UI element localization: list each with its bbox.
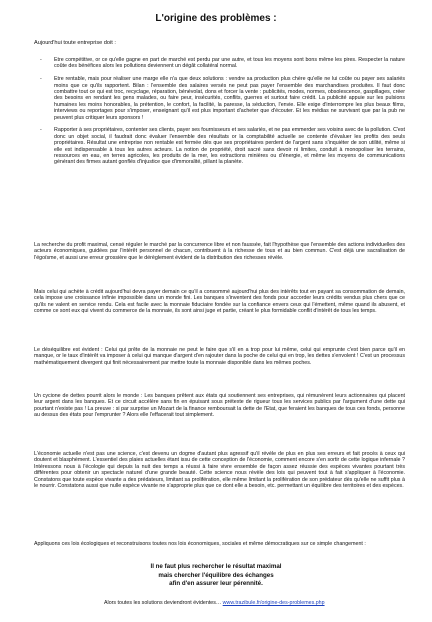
paragraph-debt-cycle: Un cycione de dettes pourrit alors le monde : Les banques prêtent aux états qui soutiennent ses entreprises, qui rémunèrent leurs actionnaires qui placent leur argent dans les banques. Et ce circuit accélère sans fin en épuisant sous prétexte de rigueur tous les services publics par l'argument d'une dette qui pourtant n'existe pas ! La preuve : si par surprise un Mozart de la finance remboursait la dette de l'Etat, que feraient les banques de tous ces fonds, personne au dessus des états pour l'emprunter ? Alors elle l'effacerait tout simplement. [34,393,405,419]
bullet-item-profitable [40,76,405,121]
bullet-dash: - [40,76,42,83]
paragraph-profit: La recherche du profit maximal, censé réguler le marché par la concurrence libre et non faussée, fait l'hypothèse que l'ensemble des actions individuelles des acteurs économiques, guidées par l'intérêt personnel de chacun, contribuent à la richesse de tous et au bien commun. C'est déjà une sacralisation de l'égoïsme, et aussi une erreur grossière que le dérèglement évident de la distribution des richesses révèle. [34,242,405,261]
intro-text: Aujourd'hui toute entreprise doit : [34,40,116,46]
bullet-dash: - [40,127,42,134]
footer-link[interactable]: www.trazibule.fr/origine-des-problemes.php [222,600,325,606]
bullet-text: Etre rentable, mais pour réaliser une marge elle n'a que deux solutions : vendre sa production plus chère qu'elle ne lui coûte ou payer ses salariés moins que ce qu'ils rapportent. Bilan : l'ensemble des salaires versés ne peut pas payer l'ensemble des marchandises produites. Il faut donc combattre tout ce qui est troc, recyclage, réparation, bénévolat, dons et forcer la vente : publicités, modes, normes, obsolescence, gaspillages, créer des besoins en rendant les gens malades, ou faire peur, insécurités, conflits, guerres et surtout faire crédit. La publicité appuie sur les pulsions humaines les moins honorables, la prétention, le confort, la facilité, la paresse, la séduction, l'envie. Elle exige d'interrompre les plus beaux films, interviews ou reportages pour s'imposer, enseignant qu'il est plus important d'acheter que d'écouter. Et les médias ne survivant que par la pub ne peuvent plus critiquer leurs sponsors ! [54,76,405,121]
bullet-text: Rapporter à ses propriétaires, contenter ses clients, payer ses fournisseurs et ses salariés, et ne pas emmerder ses voisins avec de la pollution. C'est donc un objet social, il faudrait donc évaluer l'ensemble des résultats or la comptabilité actuelle se contente d'évaluer les profits des seuls propriétaires. Résultat une entreprise non rentable est fermée dès que ses propriétaires perdent de l'argent sans s'inquiéter de son utilité, même si elle est indispensable à tous les autres acteurs. La notion de propriété, droit sacré sans devoir ni limites, conduit à monopoliser les terrains, ressources en eau, en terres agricoles, les produits de la mer, les extractions minières ou d'énergie, et même les moyens de communications générant des firmes autant gonflés d'injustice que d'immoralité, pillant la planète. [54,127,405,166]
footer-text: Alors toutes les solutions deviendront évidentes… [104,600,223,606]
bullet-item-competitive [40,57,405,70]
paragraph-credit: Mais celui qui achète à crédit aujourd'hui devra payer demain ce qu'il a consommé aujourd'hui plus des intérêts tout en payant sa consommation de demain, cela impose une croissance infinie impossible dans un monde fini. Les banques s'inventent des fonds pour accorder leurs crédits vendus plus chers que ce qu'ils ne valent en service rendu. Cela est facile avec la monnaie fiduciaire fondée sur la confiance envers ceux qui l'émettent, même quand ils abusent, et comme ce sont eux qui vivent du commerce de la monnaie, ils sont ainsi juge et partie, créant le plus formidable conflit d'intérêt de tous les temps. [34,289,405,315]
conclusion-line: afin d'en assurer leur pérennité. [169,580,263,588]
bullet-item-owners [40,127,405,165]
bullet-text: Etre compétitive, or ce qu'elle gagne en part de marché est perdu par une autre, et tous les moyens sont bons même les pires. Respecter la nature coûte des bénéfices alors les pollutions deviennent un dégât collatéral normal. [54,57,405,70]
conclusion-line: Il ne faut plus rechercher le résultat maximal [150,563,282,570]
conclusion-line: mais chercher l'équilibre des échanges [158,571,274,579]
document-title: L'origine des problèmes : [155,13,277,24]
paragraph-apply-laws: Appliquons ces lois écologiques et reconstruisons toutes nos lois économiques, sociales et même démocratiques sur ce simple changement : [34,541,366,547]
bullet-dash: - [40,57,42,63]
bullet-list [40,57,405,172]
paragraph-economy-ecology: L'économie actuelle n'est pas une science, c'est devenu un dogme d'autant plus agressif qu'il révèle de plus en plus ses erreurs et fait procès à ceux qui doutent et blasphèment. L'essentiel des plaies actuelles étant issu de cette conception de l'économie, comment encore s'en sortir de cette logique infernale ? Intéressons nous à l'écologie qui depuis la nuit des temps a réussi à faire vivre ensemble de façon assez réussie des espèces vivantes pourtant très différentes pour obtenir un spectacle naturel d'une grande beauté. Cette science nous révèle des lois qui peuvent tout à fait s'appliquer à l'économie. Constatons que toute espèce vivante a des prédateurs, limitant sa prolifération, elle même limitant la prolifération de son prédateur dès qu'elle ne suffit plus à le nourrir. Constatons aussi que nulle espèce vivante ne s'approprie plus que ce dont elle a besoin, etc. permettant un équilibre des territoires et des espèces. [34,451,405,490]
paragraph-imbalance: Le déséquilibre est évident : Celui qui prête de la monnaie ne peut le faire que s'il en a trop pour lui même, celui qui emprunte c'est bien parce qu'il en manque, or le taux d'intérêt va imposer à celui qui manque d'argent d'en rajouter dans la poche de celui qui en trop, les dettes s'envolent ! C'est un processus mathématiquement divergent qui finit nécessairement par mettre toute la monnaie disponible dans les mêmes poches. [34,347,405,366]
conclusion-block [0,563,432,589]
footer-line [104,600,325,607]
